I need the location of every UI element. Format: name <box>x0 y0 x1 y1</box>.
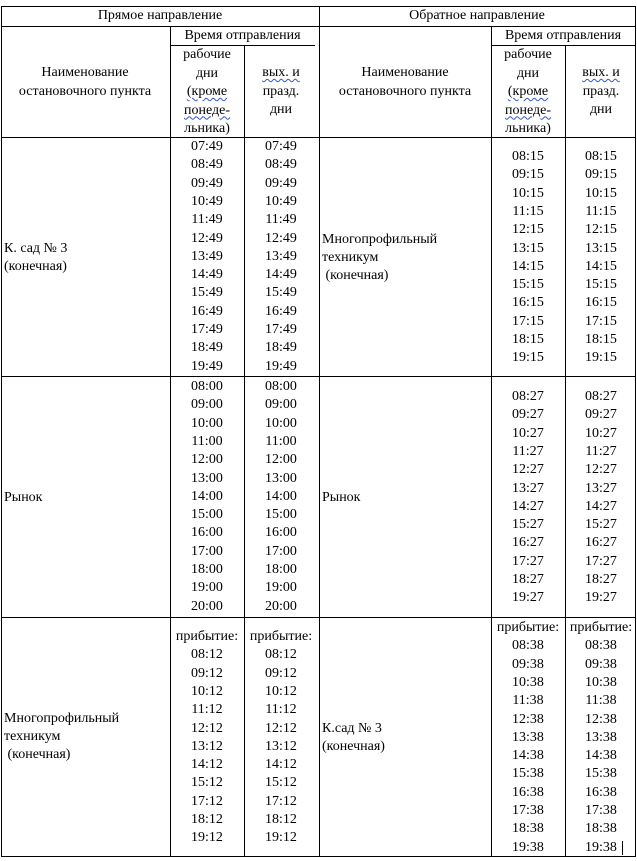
header-line: празд. <box>582 83 620 99</box>
time-cell: 09:12 <box>265 665 297 681</box>
time-cell: 12:49 <box>265 230 297 246</box>
time-cell: 14:49 <box>191 267 223 283</box>
time-cell: 15:38 <box>585 766 617 782</box>
time-cell: 15:49 <box>265 285 297 301</box>
time-cell: 19:49 <box>191 358 223 374</box>
forward-direction-title: Прямое направление <box>97 8 223 23</box>
time-cell: 09:49 <box>191 175 223 191</box>
time-cell: 20:00 <box>191 598 223 614</box>
time-cell: 10:12 <box>265 683 297 699</box>
stop-name-line: К.сад № 3 <box>322 721 382 736</box>
time-cell: 13:27 <box>585 480 617 496</box>
time-cell: 14:12 <box>265 757 297 773</box>
time-cell: 10:49 <box>265 193 297 209</box>
time-cell: 15:12 <box>265 775 297 791</box>
time-cell: 08:00 <box>191 379 223 394</box>
time-cell: 16:38 <box>585 784 617 800</box>
time-cell: 12:15 <box>512 222 544 238</box>
time-cell: 08:49 <box>265 157 297 173</box>
header-line: понеде- <box>183 102 230 118</box>
time-cell: 19:49 <box>265 358 297 374</box>
time-cell: 17:38 <box>585 803 617 818</box>
text-cursor <box>622 841 623 855</box>
time-cell: 17:00 <box>265 543 297 559</box>
time-cell: 16:00 <box>265 525 297 541</box>
time-cell: 10:00 <box>191 415 223 431</box>
time-cell: прибытие: <box>175 629 239 644</box>
time-cell: 18:15 <box>585 332 617 347</box>
stop-name-line: (конечная) <box>322 739 385 754</box>
forward-departure-header: Время отправления <box>184 28 301 43</box>
time-cell: 18:27 <box>585 572 617 587</box>
time-cell: 18:00 <box>191 562 223 577</box>
header-line: вых. и <box>582 65 620 80</box>
time-cell: 14:27 <box>512 498 544 514</box>
time-cell: 10:49 <box>191 193 223 209</box>
time-cell: 13:15 <box>585 240 617 256</box>
rule <box>244 45 245 857</box>
time-cell: прибытие: <box>249 629 313 644</box>
header-line: льника) <box>505 121 551 136</box>
time-cell: 19:00 <box>191 580 223 596</box>
stop-name-line: техникум <box>322 250 379 265</box>
forward-stop-name-header: Наименование остановочного пункта <box>18 65 152 99</box>
time-cell: 13:49 <box>265 248 297 264</box>
time-cell: 10:15 <box>512 185 544 201</box>
time-cell: 16:38 <box>512 784 544 800</box>
time-cell: 13:15 <box>512 240 544 256</box>
time-cell: 08:12 <box>191 647 223 663</box>
time-cell: 09:12 <box>191 665 223 681</box>
time-cell: 11:12 <box>191 702 223 718</box>
time-cell: 16:49 <box>265 303 297 319</box>
stop-name-line: Многопрофильный <box>4 711 120 726</box>
time-cell: 09:27 <box>585 407 617 423</box>
time-cell: 16:00 <box>191 525 223 541</box>
time-cell: 11:27 <box>512 443 544 459</box>
time-cell: 18:49 <box>191 340 223 356</box>
time-cell: 09:00 <box>265 397 297 413</box>
stop-name-line: (конечная) <box>4 747 71 762</box>
time-cell: 12:38 <box>585 711 617 727</box>
time-cell: 17:12 <box>191 793 223 809</box>
time-cell: 15:49 <box>191 285 223 301</box>
time-cell: 13:38 <box>585 729 617 745</box>
time-cell: 09:38 <box>585 656 617 672</box>
header-line: празд. <box>262 83 300 99</box>
header-line: льника) <box>184 121 230 136</box>
time-cell: 12:49 <box>191 230 223 246</box>
time-cell: 09:38 <box>512 656 544 672</box>
header-line: дни <box>516 65 540 81</box>
time-cell: 19:27 <box>585 590 617 606</box>
time-cell: 19:12 <box>191 830 223 846</box>
time-cell: 08:27 <box>585 389 617 404</box>
time-cell: 17:12 <box>265 793 297 809</box>
time-cell: 09:49 <box>265 175 297 191</box>
time-cell: 12:12 <box>191 720 223 736</box>
time-cell: прибытие: <box>496 620 560 635</box>
time-cell: 20:00 <box>265 598 297 614</box>
time-cell: 11:49 <box>265 212 297 228</box>
time-cell: 17:27 <box>512 553 544 569</box>
time-cell: 14:12 <box>191 757 223 773</box>
header-line: понеде- <box>504 102 551 118</box>
time-cell: 17:00 <box>191 543 223 559</box>
time-cell: 08:15 <box>585 149 617 164</box>
time-cell: 14:15 <box>585 258 617 274</box>
time-cell: 11:00 <box>265 433 297 449</box>
time-cell: 18:00 <box>265 562 297 577</box>
time-cell: 17:15 <box>512 313 544 329</box>
time-cell: 10:27 <box>585 425 617 441</box>
time-cell: 12:27 <box>585 462 617 478</box>
time-cell: 11:38 <box>512 693 544 709</box>
time-cell: 14:00 <box>265 488 297 504</box>
header-line: рабочие <box>183 47 231 62</box>
time-cell: 07:49 <box>191 139 223 154</box>
time-cell: 09:15 <box>512 167 544 183</box>
time-cell: 19:12 <box>265 830 297 846</box>
stop-name-line: Рынок <box>4 490 43 505</box>
stop-name-line: (конечная) <box>4 259 67 274</box>
time-cell: 08:15 <box>512 149 544 164</box>
time-cell: 11:12 <box>265 702 297 718</box>
time-cell: 08:00 <box>265 379 297 394</box>
time-cell: 15:15 <box>512 277 544 293</box>
time-cell: 19:15 <box>585 350 617 366</box>
time-cell: 12:27 <box>512 462 544 478</box>
time-cell: 18:12 <box>265 812 297 827</box>
time-cell: 13:00 <box>265 470 297 486</box>
time-cell: 12:38 <box>512 711 544 727</box>
time-cell: 13:00 <box>191 470 223 486</box>
time-cell: 19:38 <box>512 839 544 855</box>
time-cell: 19:00 <box>265 580 297 596</box>
time-cell: 08:38 <box>585 638 617 654</box>
time-cell: 14:38 <box>585 748 617 764</box>
time-cell: 10:12 <box>191 683 223 699</box>
time-cell: 17:38 <box>512 803 544 818</box>
time-cell: 18:12 <box>191 812 223 827</box>
time-cell: 16:27 <box>585 535 617 551</box>
time-cell: 15:15 <box>585 277 617 293</box>
time-cell: 15:38 <box>512 766 544 782</box>
time-cell: 07:49 <box>265 139 297 154</box>
time-cell: 09:27 <box>512 407 544 423</box>
time-cell: 15:27 <box>585 517 617 533</box>
header-line: дни <box>269 102 293 117</box>
backward-direction-title: Обратное направление <box>409 8 545 23</box>
time-cell: 13:12 <box>265 738 297 754</box>
time-cell: 13:49 <box>191 248 223 264</box>
header-line: дни <box>589 102 613 117</box>
time-cell: 19:27 <box>512 590 544 606</box>
rule <box>635 6 636 857</box>
time-cell: 18:15 <box>512 332 544 347</box>
time-cell: 09:00 <box>191 397 223 413</box>
time-cell: 08:27 <box>512 389 544 404</box>
rule <box>491 26 492 857</box>
time-cell: 10:15 <box>585 185 617 201</box>
time-cell: 14:27 <box>585 498 617 514</box>
time-cell: 19:15 <box>512 350 544 366</box>
time-cell: 13:38 <box>512 729 544 745</box>
rule <box>1 376 635 377</box>
time-cell: 11:00 <box>191 433 223 449</box>
backward-stop-name-header: Наименование остановочного пункта <box>338 65 472 99</box>
header-line: рабочие <box>504 47 552 62</box>
stop-name-line: Рынок <box>322 490 361 505</box>
time-cell: 08:12 <box>265 647 297 663</box>
time-cell: 10:27 <box>512 425 544 441</box>
rule <box>170 26 171 857</box>
time-cell: 10:38 <box>512 674 544 690</box>
time-cell: 08:38 <box>512 638 544 654</box>
time-cell: 17:27 <box>585 553 617 569</box>
time-cell: 17:49 <box>191 322 223 337</box>
time-cell: 11:49 <box>191 212 223 228</box>
time-cell: 15:27 <box>512 517 544 533</box>
time-cell: 14:49 <box>265 267 297 283</box>
time-cell: 12:15 <box>585 222 617 238</box>
time-cell: 08:49 <box>191 157 223 173</box>
stop-name-line: (конечная) <box>322 268 389 283</box>
time-cell: 13:27 <box>512 480 544 496</box>
rule <box>1 6 2 857</box>
header-line: (кроме <box>507 84 549 99</box>
time-cell: 18:49 <box>265 340 297 356</box>
time-cell: прибытие: <box>569 620 633 635</box>
time-cell: 14:38 <box>512 748 544 764</box>
time-cell: 11:38 <box>585 693 617 709</box>
time-cell: 14:15 <box>512 258 544 274</box>
time-cell: 11:15 <box>512 203 544 219</box>
time-cell: 11:15 <box>585 203 617 219</box>
rule <box>565 45 566 857</box>
time-cell: 18:38 <box>512 821 544 837</box>
header-line: вых. и <box>262 65 300 80</box>
header-line: дни <box>195 65 219 81</box>
time-cell: 19:38 <box>585 839 617 855</box>
time-cell: 12:00 <box>191 452 223 468</box>
stop-name-line: Многопрофильный <box>322 232 438 247</box>
time-cell: 16:27 <box>512 535 544 551</box>
time-cell: 16:15 <box>512 295 544 311</box>
time-cell: 15:12 <box>191 775 223 791</box>
stop-name-line: техникум <box>4 729 61 744</box>
time-cell: 12:12 <box>265 720 297 736</box>
time-cell: 16:15 <box>585 295 617 311</box>
time-cell: 18:27 <box>512 572 544 587</box>
time-cell: 11:27 <box>585 443 617 459</box>
header-line: (кроме <box>186 84 228 99</box>
time-cell: 15:00 <box>265 507 297 523</box>
time-cell: 17:49 <box>265 322 297 337</box>
rule <box>1 617 635 618</box>
time-cell: 10:38 <box>585 674 617 690</box>
stop-name-line: К. сад № 3 <box>4 241 68 256</box>
time-cell: 15:00 <box>191 507 223 523</box>
time-cell: 13:12 <box>191 738 223 754</box>
time-cell: 12:00 <box>265 452 297 468</box>
rule <box>319 6 320 857</box>
time-cell: 09:15 <box>585 167 617 183</box>
time-cell: 17:15 <box>585 313 617 329</box>
time-cell: 10:00 <box>265 415 297 431</box>
time-cell: 14:00 <box>191 488 223 504</box>
backward-departure-header: Время отправления <box>504 28 622 43</box>
time-cell: 16:49 <box>191 303 223 319</box>
time-cell: 18:38 <box>585 821 617 837</box>
